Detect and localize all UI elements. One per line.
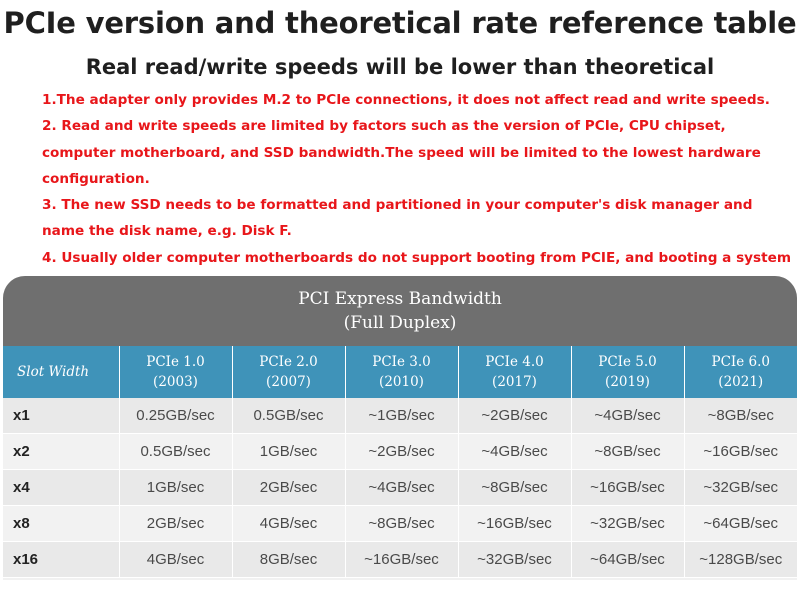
table-cell: ~1GB/sec	[345, 398, 458, 434]
bandwidth-table	[3, 346, 797, 578]
slot-width-cell: x2	[3, 434, 119, 470]
page-subtitle: Real read/write speeds will be lower than theoretical	[85, 55, 715, 79]
table-cell: 1GB/sec	[232, 434, 345, 470]
table-row	[3, 506, 797, 542]
table-cell: ~16GB/sec	[571, 470, 684, 506]
note-1: 1.The adapter only provides M.2 to PCIe connections, it does not affect read and write speeds.	[42, 92, 770, 108]
table-cell: ~8GB/sec	[345, 506, 458, 542]
table-cell: ~128GB/sec	[684, 542, 797, 578]
table-cell: ~8GB/sec	[684, 398, 797, 434]
slot-width-cell: x4	[3, 470, 119, 506]
note-3: 3. The new SSD needs to be formatted and partitioned in your computer's disk manager and name the disk name, e.g. Disk F.	[42, 197, 753, 240]
table-cell: 0.5GB/sec	[232, 398, 345, 434]
table-cell: 2GB/sec	[232, 470, 345, 506]
table-cell: ~32GB/sec	[571, 506, 684, 542]
page-title: PCIe version and theoretical rate reference table	[3, 6, 797, 40]
column-header: PCIe 3.0 (2010)	[345, 346, 458, 398]
table-cell: ~16GB/sec	[458, 506, 571, 542]
bandwidth-table-card	[3, 276, 797, 580]
table-row	[3, 398, 797, 434]
column-header: PCIe 5.0 (2019)	[571, 346, 684, 398]
table-row	[3, 470, 797, 506]
table-cell: ~4GB/sec	[458, 434, 571, 470]
slot-width-cell: x16	[3, 542, 119, 578]
table-heading-line1: PCI Express Bandwidth	[298, 289, 502, 309]
table-cell: 1GB/sec	[119, 470, 232, 506]
table-cell: ~32GB/sec	[684, 470, 797, 506]
note-2: 2. Read and write speeds are limited by factors such as the version of PCIe, CPU chipset, computer motherboard, and SSD bandwidth.The speed will be limited to the lowest hardware configuration.	[42, 118, 761, 187]
column-header: PCIe 2.0 (2007)	[232, 346, 345, 398]
table-row	[3, 542, 797, 578]
table-row	[3, 434, 797, 470]
table-header-row	[3, 346, 797, 398]
table-cell: ~8GB/sec	[571, 434, 684, 470]
table-cell: ~64GB/sec	[571, 542, 684, 578]
column-header: PCIe 1.0 (2003)	[119, 346, 232, 398]
table-heading-line2: (Full Duplex)	[343, 313, 457, 333]
table-cell: ~4GB/sec	[345, 470, 458, 506]
table-cell: ~2GB/sec	[458, 398, 571, 434]
notes-list	[42, 87, 794, 297]
column-header: PCIe 4.0 (2017)	[458, 346, 571, 398]
table-cell: ~32GB/sec	[458, 542, 571, 578]
note-4: 4. Usually older computer motherboards do not support booting from PCIE, and booting a system	[42, 249, 792, 266]
table-heading	[3, 276, 797, 346]
table-cell: 4GB/sec	[232, 506, 345, 542]
table-cell: ~8GB/sec	[458, 470, 571, 506]
table-cell: ~2GB/sec	[345, 434, 458, 470]
table-cell: ~4GB/sec	[571, 398, 684, 434]
table-cell: 2GB/sec	[119, 506, 232, 542]
table-cell: ~16GB/sec	[345, 542, 458, 578]
slot-width-header: Slot Width	[3, 346, 119, 398]
slot-width-cell: x8	[3, 506, 119, 542]
table-cell: ~64GB/sec	[684, 506, 797, 542]
table-cell: 0.25GB/sec	[119, 398, 232, 434]
table-cell: 4GB/sec	[119, 542, 232, 578]
table-cell: 8GB/sec	[232, 542, 345, 578]
column-header: PCIe 6.0 (2021)	[684, 346, 797, 398]
table-cell: 0.5GB/sec	[119, 434, 232, 470]
slot-width-cell: x1	[3, 398, 119, 434]
table-cell: ~16GB/sec	[684, 434, 797, 470]
